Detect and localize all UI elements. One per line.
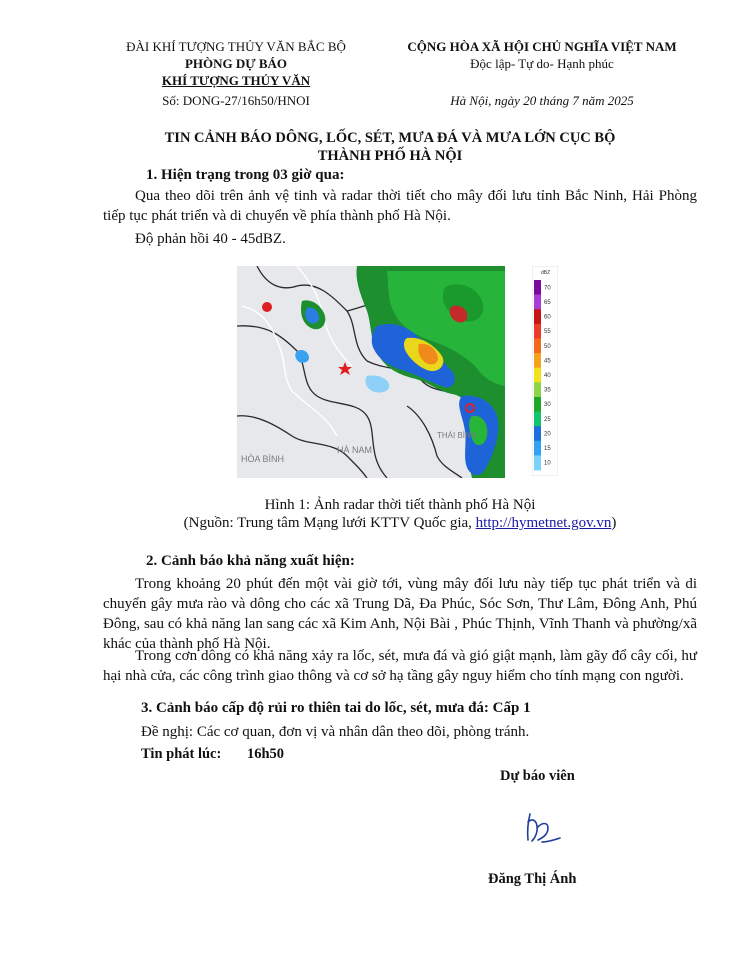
country-name: CỘNG HÒA XÃ HỘI CHỦ NGHĨA VIỆT NAM: [407, 39, 677, 54]
document-number: Số: DONG-27/16h50/HNOI: [162, 93, 310, 108]
forecaster-role: Dự báo viên: [500, 768, 575, 784]
figure-caption-title: Hình 1: Ảnh radar thời tiết thành phố Hà Nội: [264, 497, 536, 513]
scale-swatch-70: [534, 280, 541, 295]
map-label-hoa-binh: HÒA BÌNH: [241, 454, 285, 464]
issue-date: Hà Nội, ngày 20 tháng 7 năm 2025: [450, 93, 634, 108]
issued-time: 16h50: [246, 746, 285, 762]
scale-swatch-45: [534, 353, 541, 368]
scale-swatch-20: [534, 426, 541, 441]
scale-swatch-60: [534, 309, 541, 324]
national-motto: Độc lập- Tự do- Hạnh phúc: [470, 56, 614, 71]
radar-map-graphic: [237, 266, 505, 478]
figure-source-suffix: ): [611, 515, 617, 531]
section-1-paragraph: Qua theo dõi trên ảnh vệ tinh và radar thời tiết cho mây đối lưu tỉnh Bắc Ninh, Hải Phòng tiếp tục phát triển và di chuyển về phía thành phố Hà Nội.: [103, 188, 697, 224]
header-left: [112, 38, 360, 109]
scale-swatch-65: [534, 295, 541, 310]
document-title: [80, 129, 700, 165]
scale-tick-55: 55: [544, 329, 551, 336]
section-2-heading: 2. Cảnh báo khả năng xuất hiện:: [146, 553, 355, 569]
map-label-ha-nam: HÀ NAM: [337, 445, 373, 455]
recommendation-text: Đề nghị: Các cơ quan, đơn vị và nhân dân theo dõi, phòng tránh.: [141, 724, 530, 740]
figure-source-prefix: (Nguồn: Trung tâm Mạng lưới KTTV Quốc gia,: [183, 515, 476, 531]
dbz-unit-label: dBZ: [541, 270, 551, 276]
scale-tick-65: 65: [544, 299, 551, 306]
figure-caption: [103, 496, 697, 532]
section-3-heading: 3. Cảnh báo cấp độ rủi ro thiên tai do lốc, sét, mưa đá: Cấp 1: [141, 700, 531, 716]
reflectivity-text: Độ phản hồi 40 - 45dBZ.: [135, 231, 286, 247]
scale-tick-15: 15: [544, 446, 551, 453]
scale-swatch-15: [534, 441, 541, 456]
scale-tick-50: 50: [544, 343, 551, 350]
scale-swatch-25: [534, 412, 541, 427]
scale-swatch-55: [534, 324, 541, 339]
scale-tick-25: 25: [544, 416, 551, 423]
scale-tick-45: 45: [544, 358, 551, 365]
title-line-1: TIN CẢNH BÁO DÔNG, LỐC, SÉT, MƯA ĐÁ VÀ MƯA LỚN CỤC BỘ: [164, 130, 616, 146]
org-line-1: ĐÀI KHÍ TƯỢNG THỦY VĂN BẮC BỘ: [126, 39, 346, 54]
scale-tick-35: 35: [544, 387, 551, 394]
section-2-paragraph-1: Trong khoảng 20 phút đến một vài giờ tới, vùng mây đối lưu này tiếp tục phát triển và di chuyển gây mưa rào và dông cho các xã Trung Dã, Đa Phúc, Sóc Sơn, Thư Lâm, Đông Anh, Phú Đông, sau có khả năng lan sang các xã Kim Anh, Nội Bài , Phúc Thịnh, Vĩnh Thanh và phường/xã khác của thành phố Hà Nội.: [103, 576, 697, 652]
scale-tick-40: 40: [544, 373, 551, 379]
dbz-scale-graphic: [532, 266, 558, 476]
scale-swatch-30: [534, 397, 541, 412]
forecaster-name: Đăng Thị Ánh: [488, 871, 577, 887]
map-label-thai-binh: THÁI BÌNH: [437, 431, 477, 440]
org-line-3: KHÍ TƯỢNG THỦY VĂN: [161, 73, 311, 88]
issued-time-row: [141, 746, 284, 763]
section-2-paragraph-2: Trong cơn dông có khả năng xảy ra lốc, sét, mưa đá và gió giật mạnh, làm gãy đổ cây cối, hư hại nhà cửa, các công trình giao thông và cơ sở hạ tầng gây nguy hiểm cho tính mạng con người.: [103, 648, 697, 684]
hymetnet-link[interactable]: http://hymetnet.gov.vn: [475, 515, 612, 531]
handwritten-signature: [522, 808, 568, 850]
dbz-color-scale: [532, 266, 558, 476]
radar-map: [237, 266, 505, 478]
scale-tick-30: 30: [544, 402, 551, 409]
header-right: [392, 38, 692, 109]
scale-tick-70: 70: [544, 285, 551, 292]
scale-swatch-40: [534, 368, 541, 383]
title-line-2: THÀNH PHỐ HÀ NỘI: [317, 148, 463, 164]
scale-tick-60: 60: [544, 314, 551, 321]
scale-swatch-10: [534, 455, 541, 470]
scale-tick-10: 10: [544, 460, 551, 467]
figure-source: [103, 514, 697, 532]
scale-swatch-50: [534, 338, 541, 353]
org-line-2: PHÒNG DỰ BÁO: [184, 56, 288, 71]
signature-graphic: [522, 808, 568, 850]
issued-label: Tin phát lúc:: [141, 746, 222, 762]
section-1-heading: 1. Hiện trạng trong 03 giờ qua:: [146, 167, 345, 183]
scale-tick-20: 20: [544, 431, 551, 438]
scale-swatch-35: [534, 382, 541, 397]
